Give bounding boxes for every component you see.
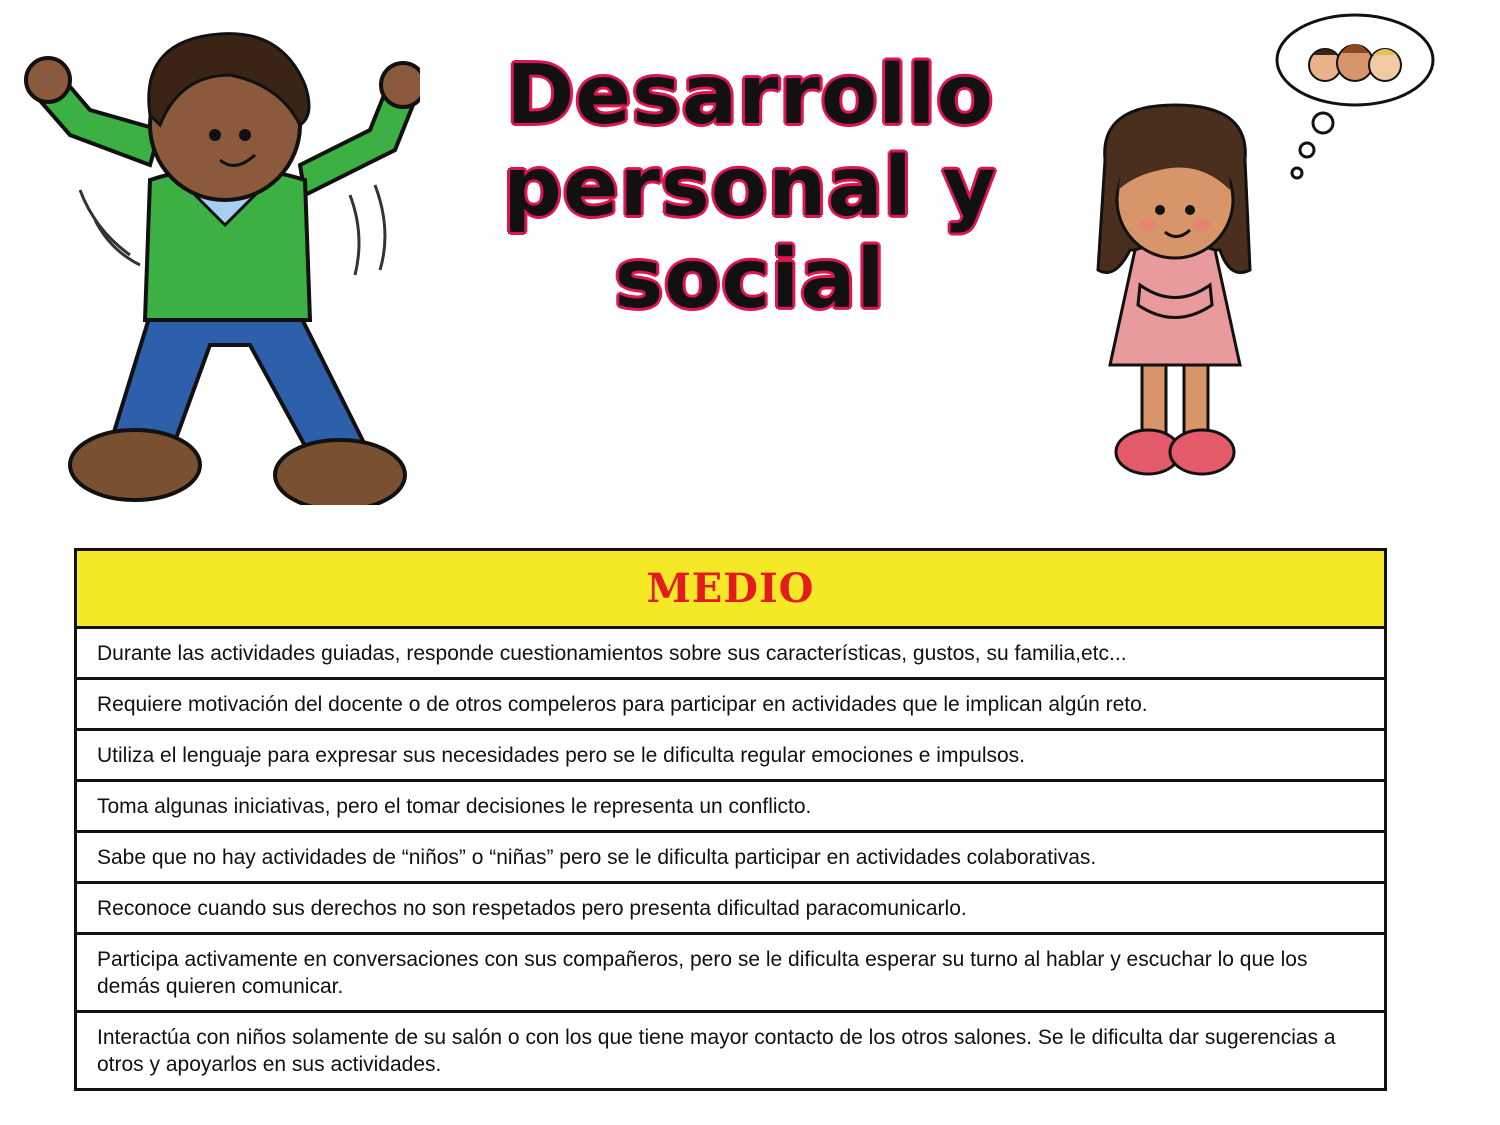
table-row: Toma algunas iniciativas, pero el tomar decisiones le representa un conflicto. bbox=[77, 782, 1384, 833]
table-row: Requiere motivación del docente o de otros compeleros para participar en actividades que le implican algún reto. bbox=[77, 680, 1384, 731]
thought-bubble-icon bbox=[1265, 5, 1435, 185]
table-row: Reconoce cuando sus derechos no son respetados pero presenta dificultad paracomunicarlo. bbox=[77, 884, 1384, 935]
table-row: Participa activamente en conversaciones con sus compañeros, pero se le dificulta esperar su turno al hablar y escuchar lo que los demás quieren comunicar. bbox=[77, 935, 1384, 1013]
table-row: Sabe que no hay actividades de “niños” o “niñas” pero se le dificulta participar en actividades colaborativas. bbox=[77, 833, 1384, 884]
table-header-medio: MEDIO bbox=[77, 551, 1384, 629]
table-row: Interactúa con niños solamente de su salón o con los que tiene mayor contacto de los otros salones. Se le dificulta dar sugerencias a otros y apoyarlos en sus actividades. bbox=[97, 1026, 1336, 1076]
boy-jumping-illustration bbox=[20, 15, 420, 505]
title-line-1: Desarrollo bbox=[506, 48, 994, 143]
girl-thinking-illustration bbox=[1080, 100, 1270, 500]
title-line-2: personal y bbox=[503, 140, 997, 235]
level-table bbox=[74, 548, 1387, 1091]
title-line-3: social bbox=[614, 232, 886, 327]
table-row: Durante las actividades guiadas, responde cuestionamientos sobre sus características, gustos, su familia,etc... bbox=[77, 629, 1384, 680]
table-row: Utiliza el lenguaje para expresar sus necesidades pero se le dificulta regular emociones e impulsos. bbox=[77, 731, 1384, 782]
page-title bbox=[480, 50, 1020, 326]
